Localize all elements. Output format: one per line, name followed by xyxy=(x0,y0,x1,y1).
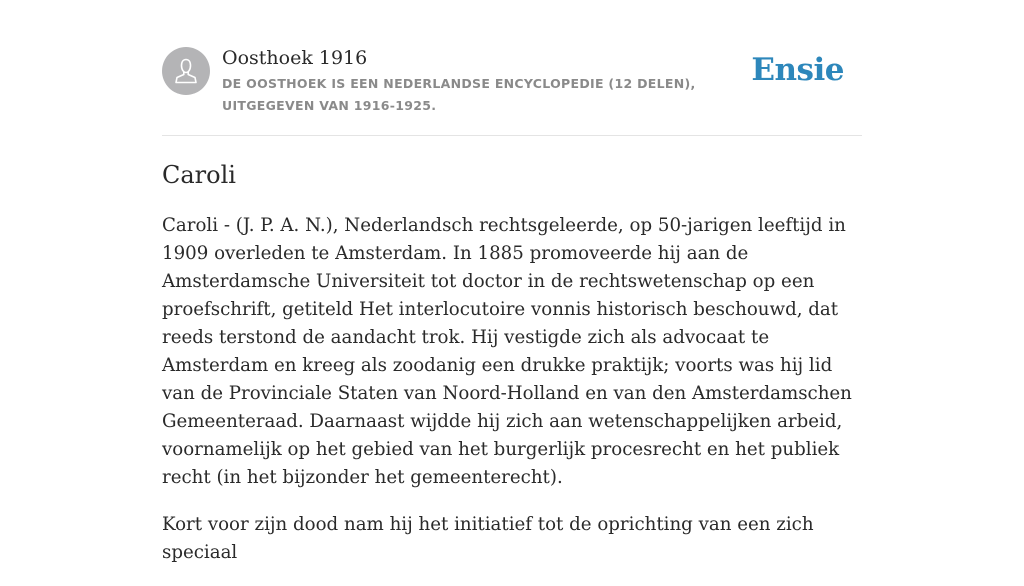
source-description: DE OOSTHOEK IS EEN NEDERLANDSE ENCYCLOPEDIE (12 DELEN), UITGEGEVEN VAN 1916-1925. xyxy=(222,76,696,113)
entry-title: Caroli xyxy=(162,161,236,189)
header-divider xyxy=(162,135,862,136)
source-avatar[interactable] xyxy=(162,47,210,95)
source-title[interactable]: Oosthoek 1916 xyxy=(222,47,368,69)
entry-paragraph: Caroli - (J. P. A. N.), Nederlandsch rechtsgeleerde, op 50-jarigen leeftijd in 1909 overleden te Amsterdam. In 1885 promoveerde hij aan de Amsterdamsche Universiteit tot doctor in de rechtswetenschap op een proefschrift, getiteld Het interlocutoire vonnis historisch beschouwd, dat reeds terstond de aandacht trok. Hij vestigde zich als advocaat te Amsterdam en kreeg als zoodanig een drukke praktijk; voorts was hij lid van de Provinciale Staten van Noord-Holland en van den Amsterdamschen Gemeenteraad. Daarnaast wijdde hij zich aan wetenschappelijken arbeid, voornamelijk op het gebied van het burgerlijk procesrecht en het publiek recht (in het bijzonder het gemeenterecht). xyxy=(162,215,852,488)
entry-paragraph: Kort voor zijn dood nam hij het initiatief tot de oprichting van een zich speciaal xyxy=(162,514,814,563)
entry-body xyxy=(162,212,862,586)
ensie-logo-link[interactable]: Ensie xyxy=(751,52,844,88)
source-header xyxy=(162,46,862,116)
user-silhouette-icon xyxy=(162,47,210,95)
